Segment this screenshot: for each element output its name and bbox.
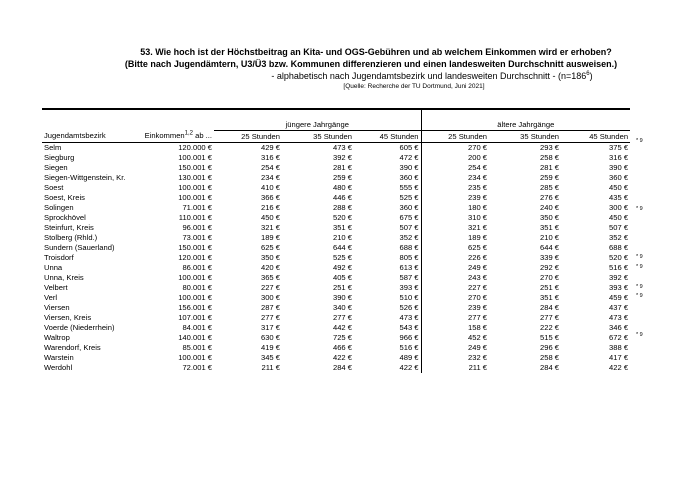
table-row [42,193,630,203]
cell-young-35h: 525 € [332,253,352,262]
cell-old-45h: 300 € [609,203,629,212]
table-row [42,313,630,323]
cell-old-35h: 276 € [540,193,560,202]
cell-old-45h: 352 € [609,233,629,242]
cell-young-25h: 234 € [260,173,280,182]
cell-old-45h: 450 € [609,183,629,192]
cell-young-35h: 405 € [332,273,352,282]
cell-young-35h: 480 € [332,183,352,192]
cell-district: Warstein [44,353,74,362]
cell-old-45h: 316 € [609,153,629,162]
cell-old-25h: 239 € [421,303,489,313]
cell-old-35h: 222 € [540,323,560,332]
cell-income: 120.001 € [178,253,212,262]
fee-table [42,108,630,373]
cell-old-35h: 251 € [540,283,560,292]
cell-young-45h: 555 € [399,183,419,192]
table-row [42,203,630,213]
cell-old-25h: 234 € [421,173,489,183]
table-row [42,163,630,173]
table-row [42,343,630,353]
cell-young-45h: 805 € [399,253,419,262]
cell-district: Siegen-Wittgenstein, Kr. [44,173,126,182]
cell-young-25h: 287 € [260,303,280,312]
cell-district: Viersen, Kreis [44,313,92,322]
cell-old-45h: 390 € [609,163,629,172]
table-row [42,183,630,193]
cell-young-25h: 189 € [260,233,280,242]
cell-income: 100.001 € [178,353,212,362]
cell-young-35h: 392 € [332,153,352,162]
cell-old-35h: 644 € [540,243,560,252]
cell-young-35h: 351 € [332,223,352,232]
cell-old-35h: 351 € [540,293,560,302]
table-row [42,353,630,363]
table-row [42,223,630,233]
cell-old-35h: 270 € [540,273,560,282]
cell-district: Verl [44,293,58,302]
cell-young-25h: 630 € [260,333,280,342]
cell-young-25h: 450 € [260,213,280,222]
cell-young-45h: 472 € [399,153,419,162]
cell-old-25h: 254 € [421,163,489,173]
cell-income: 130.001 € [178,173,212,182]
col-header-district: Jugendamtsbezirk [42,131,142,143]
cell-young-45h: 516 € [399,343,419,352]
row-footnote-marker: * 9 [636,205,643,212]
cell-old-25h: 239 € [421,193,489,203]
cell-old-35h: 515 € [540,333,560,342]
table-row [42,213,630,223]
cell-young-25h: 420 € [260,263,280,272]
cell-old-45h: 388 € [609,343,629,352]
cell-young-35h: 422 € [332,353,352,362]
col-header-young-35h: 35 Stunden [282,131,354,143]
cell-young-35h: 644 € [332,243,352,252]
table-row [42,243,630,253]
table-row [42,253,630,263]
fee-table-body [42,143,630,374]
row-footnote-marker: * 9 [636,138,643,144]
cell-district: Soest, Kreis [44,193,85,202]
cell-old-35h: 284 € [540,363,560,372]
cell-district: Viersen [44,303,70,312]
cell-old-35h: 350 € [540,213,560,222]
cell-income: 100.001 € [178,153,212,162]
table-row [42,233,630,243]
cell-young-25h: 216 € [260,203,280,212]
cell-old-25h: 321 € [421,223,489,233]
cell-district: Soest [44,183,64,192]
cell-old-35h: 293 € [540,143,560,152]
cell-old-35h: 339 € [540,253,560,262]
cell-young-25h: 429 € [260,143,280,152]
cell-young-35h: 251 € [332,283,352,292]
cell-district: Velbert [44,283,68,292]
cell-young-45h: 688 € [399,243,419,252]
cell-young-35h: 520 € [332,213,352,222]
cell-old-35h: 292 € [540,263,560,272]
col-header-old-45h: 45 Stunden [561,131,630,143]
page-title-block [0,46,700,91]
group-header-young: jüngere Jahrgänge [214,119,421,131]
cell-old-35h: 258 € [540,153,560,162]
cell-old-35h: 259 € [540,173,560,182]
cell-old-35h: 285 € [540,183,560,192]
cell-young-25h: 227 € [260,283,280,292]
cell-young-45h: 390 € [399,163,419,172]
cell-young-25h: 300 € [260,293,280,302]
cell-young-45h: 510 € [399,293,419,302]
cell-old-45h: 417 € [609,353,629,362]
cell-old-25h: 235 € [421,183,489,193]
cell-income: 72.001 € [182,363,212,372]
cell-young-25h: 410 € [260,183,280,192]
col-header-income-suffix: ab ... [193,131,212,141]
cell-district: Siegburg [44,153,75,162]
sort-note [82,70,700,82]
table-row [42,363,630,373]
cell-old-35h: 258 € [540,353,560,362]
cell-district: Unna [44,263,63,272]
table-row [42,303,630,313]
cell-young-35h: 259 € [332,173,352,182]
cell-old-45h: 392 € [609,273,629,282]
col-header-income-label: Einkommen [144,131,185,141]
group-header-old: ältere Jahrgänge [421,119,630,131]
cell-young-45h: 605 € [399,143,419,152]
page-title: 53. Wie hoch ist der Höchstbeitrag an Kita- und OGS-Gebühren und ab welchem Einkommen wird er erhoben? [140,47,612,57]
cell-young-45h: 613 € [399,263,419,272]
cell-young-35h: 284 € [332,363,352,372]
col-header-young-25h: 25 Stunden [214,131,282,143]
cell-young-35h: 288 € [332,203,352,212]
cell-young-35h: 466 € [332,343,352,352]
cell-old-25h: 452 € [421,333,489,343]
cell-young-45h: 352 € [399,233,419,242]
cell-old-35h: 281 € [540,163,560,172]
cell-old-25h: 243 € [421,273,489,283]
cell-old-45h: 393 € [609,283,629,292]
cell-young-35h: 277 € [332,313,352,322]
cell-income: 84.001 € [182,323,212,332]
cell-district: Siegen [44,163,68,172]
col-header-old-35h: 35 Stunden [489,131,561,143]
cell-old-35h: 351 € [540,223,560,232]
cell-old-45h: 520 € [609,253,629,262]
cell-income: 100.001 € [178,273,212,282]
cell-old-35h: 277 € [540,313,560,322]
cell-district: Werdohl [44,363,73,372]
cell-young-25h: 350 € [260,253,280,262]
cell-young-25h: 366 € [260,193,280,202]
cell-district: Selm [44,143,62,152]
cell-old-25h: 270 € [421,143,489,154]
cell-income: 140.001 € [178,333,212,342]
row-footnote-marker: * 9 [636,254,643,261]
cell-young-25h: 625 € [260,243,280,252]
cell-income: 100.001 € [178,193,212,202]
sort-note-sup: 6 [586,71,590,77]
cell-income: 100.001 € [178,183,212,192]
col-header-income-sup: 1,2 [184,130,193,137]
cell-young-45h: 360 € [399,173,419,182]
cell-old-45h: 672 € [609,333,629,342]
row-footnote-marker: * 9 [636,293,643,300]
cell-young-45h: 525 € [399,193,419,202]
cell-income: 110.001 € [178,213,212,222]
cell-old-45h: 516 € [609,263,629,272]
cell-young-45h: 526 € [399,303,419,312]
cell-young-35h: 340 € [332,303,352,312]
cell-income: 107.001 € [178,313,212,322]
cell-old-25h: 158 € [421,323,489,333]
cell-young-45h: 422 € [399,363,419,372]
cell-district: Waltrop [44,333,70,342]
cell-old-45h: 422 € [609,363,629,372]
cell-old-45h: 507 € [609,223,629,232]
fee-table-wrapper [42,108,630,373]
cell-district: Stolberg (Rhld.) [44,233,98,242]
cell-old-35h: 210 € [540,233,560,242]
cell-young-35h: 492 € [332,263,352,272]
cell-young-25h: 365 € [260,273,280,282]
cell-old-25h: 180 € [421,203,489,213]
cell-income: 100.001 € [178,293,212,302]
cell-young-45h: 507 € [399,223,419,232]
cell-income: 96.001 € [182,223,212,232]
cell-young-35h: 390 € [332,293,352,302]
cell-young-45h: 393 € [399,283,419,292]
cell-young-25h: 211 € [261,363,280,372]
table-row [42,283,630,293]
cell-old-45h: 360 € [609,173,629,182]
col-header-income [142,131,214,143]
col-header-old-25h: 25 Stunden [421,131,489,143]
cell-young-45h: 966 € [399,333,419,342]
table-row [42,173,630,183]
cell-young-45h: 587 € [399,273,419,282]
cell-young-45h: 360 € [399,203,419,212]
cell-income: 86.001 € [182,263,212,272]
cell-old-35h: 296 € [540,343,560,352]
table-row [42,273,630,283]
cell-young-35h: 446 € [332,193,352,202]
cell-young-45h: 675 € [399,213,419,222]
cell-old-35h: 284 € [540,303,560,312]
cell-income: 156.001 € [178,303,212,312]
table-row [42,153,630,163]
cell-young-35h: 281 € [332,163,352,172]
cell-old-45h: 437 € [609,303,629,312]
cell-young-25h: 321 € [260,223,280,232]
cell-young-35h: 473 € [332,143,352,152]
cell-income: 80.001 € [182,283,212,292]
cell-old-45h: 473 € [609,313,629,322]
cell-old-25h: 189 € [421,233,489,243]
cell-young-35h: 442 € [332,323,352,332]
cell-district: Unna, Kreis [44,273,84,282]
cell-income: 120.000 € [178,143,212,152]
cell-old-45h: 450 € [609,213,629,222]
cell-old-25h: 249 € [421,343,489,353]
cell-district: Warendorf, Kreis [44,343,101,352]
table-row [42,263,630,273]
cell-district: Steinfurt, Kreis [44,223,94,232]
cell-old-25h: 200 € [421,153,489,163]
cell-income: 71.001 € [182,203,212,212]
sort-note-end: ) [589,71,593,81]
cell-old-25h: 232 € [421,353,489,363]
cell-old-25h: 226 € [421,253,489,263]
cell-old-25h: 227 € [421,283,489,293]
row-footnote-marker: * 9 [636,264,643,271]
cell-district: Sprockhövel [44,213,86,222]
cell-income: 73.001 € [182,233,212,242]
cell-old-45h: 688 € [609,243,629,252]
page-subtitle: (Bitte nach Jugendämtern, U3/Ü3 bzw. Kommunen differenzieren und einen landesweiten Durchschnitt ausweisen.) [124,59,618,69]
sort-note-text: - alphabetisch nach Jugendamtsbezirk und landesweiten Durchschnitt - (n=186 [271,71,587,81]
cell-old-45h: 375 € [609,143,629,152]
cell-old-25h: 249 € [421,263,489,273]
cell-income: 85.001 € [182,343,212,352]
cell-young-25h: 345 € [260,353,280,362]
cell-old-25h: 211 € [421,363,489,373]
cell-district: Troisdorf [44,253,74,262]
table-row [42,323,630,333]
cell-old-25h: 625 € [421,243,489,253]
table-row [42,143,630,154]
row-footnote-marker: * 9 [636,283,643,290]
cell-young-45h: 473 € [399,313,419,322]
cell-young-45h: 489 € [399,353,419,362]
cell-district: Solingen [44,203,74,212]
cell-old-25h: 310 € [421,213,489,223]
cell-district: Voerde (Niederrhein) [44,323,115,332]
cell-young-25h: 316 € [260,153,280,162]
col-header-young-45h: 45 Stunden [354,131,421,143]
table-row [42,293,630,303]
cell-income: 150.001 € [178,243,212,252]
cell-young-35h: 725 € [332,333,352,342]
cell-old-45h: 346 € [609,323,629,332]
cell-young-25h: 317 € [260,323,280,332]
cell-district: Sundern (Sauerland) [44,243,115,252]
cell-old-25h: 277 € [421,313,489,323]
cell-old-25h: 270 € [421,293,489,303]
row-footnote-marker: * 9 [636,332,643,338]
table-row [42,333,630,343]
cell-young-25h: 254 € [260,163,280,172]
cell-young-25h: 419 € [260,343,280,352]
cell-old-45h: 459 € [609,293,629,302]
cell-young-45h: 543 € [399,323,419,332]
cell-young-25h: 277 € [260,313,280,322]
cell-young-35h: 210 € [332,233,352,242]
cell-income: 150.001 € [178,163,212,172]
cell-old-45h: 435 € [609,193,629,202]
cell-old-35h: 240 € [540,203,560,212]
source-note: [Quelle: Recherche der TU Dortmund, Juni 2021] [343,83,485,90]
